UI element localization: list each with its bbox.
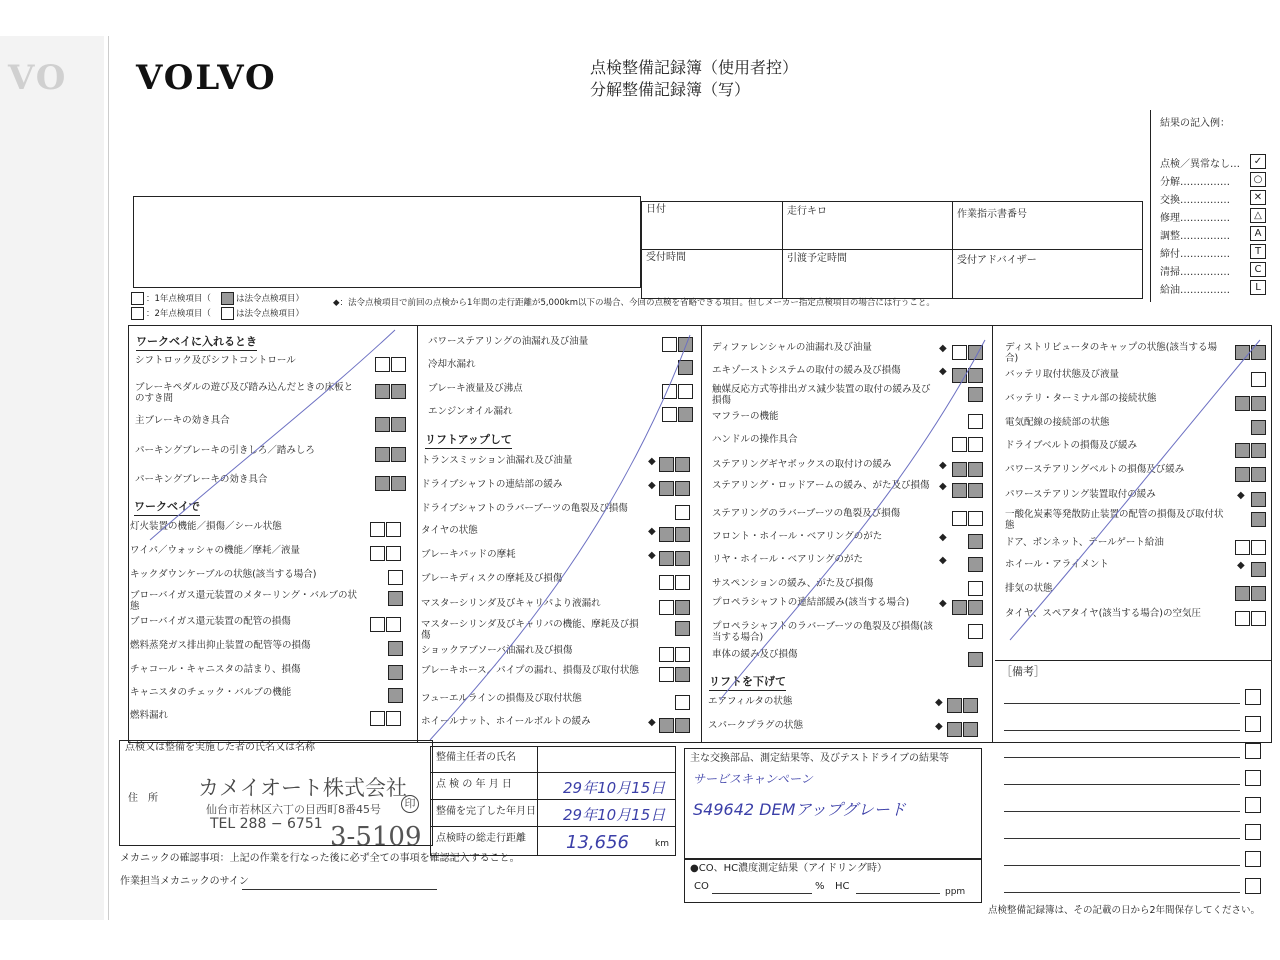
check-item-label: マスターシリンダ及びキャリパの機能、摩耗及び損傷 xyxy=(421,619,639,641)
received-field-label: 受付時間 xyxy=(646,252,686,263)
mechanic-signature-label: 作業担当メカニックのサイン xyxy=(120,876,249,887)
check-item-label: スパークプラグの状態 xyxy=(708,720,804,731)
complete-date-label: 整備を完了した年月日 xyxy=(436,806,536,817)
legend-mark-box: C xyxy=(1250,262,1266,277)
check-item-label: ディストリビュータのキャップの状態(該当する場合) xyxy=(1005,342,1217,364)
legend-mark-box: T xyxy=(1250,244,1266,259)
odometer-value: 13,656 xyxy=(566,832,629,853)
check-item-label: タイヤの状態 xyxy=(421,525,478,536)
check-item-label: キャニスタのチェック・バルブの機能 xyxy=(130,687,292,698)
optional-diamond: ◆ xyxy=(939,555,947,566)
check-item-label: 一酸化炭素等発散防止装置の配管の損傷及び取付状態 xyxy=(1005,509,1224,531)
mechanic-confirmation: メカニックの確認事項：上記の作業を行なった後に必ず全ての事項を確認記入すること。 xyxy=(120,853,520,864)
check-item-label: ドライブベルトの損傷及び緩み xyxy=(1005,440,1138,451)
section-entering-bay: ワークベイに入れるとき xyxy=(136,333,257,351)
seal-mark: 印 xyxy=(401,795,419,813)
check-item-label: ドライブシャフトの連結部の緩み xyxy=(421,479,563,490)
legend-item-label: 調整…………… xyxy=(1160,231,1230,242)
check-item-label: ブレーキディスクの摩耗及び損傷 xyxy=(421,573,563,584)
check-item-label: ステアリングのラバーブーツの亀裂及び損傷 xyxy=(712,508,901,519)
optional-diamond: ◆ xyxy=(648,526,656,537)
title-line2: 分解整備記録簿（写） xyxy=(590,80,751,99)
parts-note-2: S49642 DEMアップグレード xyxy=(693,800,906,819)
optional-diamond: ◆ xyxy=(935,721,943,732)
km-unit: km xyxy=(655,839,669,849)
check-item-label: ブローバイガス還元装置のメターリング・バルブの状態 xyxy=(130,590,358,612)
optional-diamond: ◆ xyxy=(1237,490,1245,501)
delivery-field-label: 引渡予定時間 xyxy=(787,253,847,264)
co-label: CO xyxy=(694,881,709,892)
mileage-field-label: 走行キロ xyxy=(787,206,827,217)
company-address-stamp: 仙台市若林区六丁の目西町8番45号 xyxy=(206,803,381,816)
check-item-label: ブレーキホース／パイプの漏れ、損傷及び取付状態 xyxy=(421,665,639,676)
check-item-label: 冷却水漏れ xyxy=(428,359,476,370)
advisor-field-label: 受付アドバイザー xyxy=(957,255,1037,266)
check-item-label: ステアリング・ロッドアームの緩み、がた及び損傷 xyxy=(712,480,930,491)
check-item-label: ステアリングギヤボックスの取付けの緩み xyxy=(712,459,892,470)
check-item-label: 排気の状態 xyxy=(1005,583,1053,594)
legend-mark-box: ○ xyxy=(1250,172,1266,187)
optional-diamond: ◆ xyxy=(648,717,656,728)
manager-label: 整備主任者の氏名 xyxy=(436,752,516,763)
legend-mark-box: △ xyxy=(1250,208,1266,223)
odometer-label: 点検時の総走行距離 xyxy=(436,833,526,844)
bleed-logo: VO xyxy=(8,58,68,98)
company-stamp: カメイオート株式会社 xyxy=(198,776,407,800)
legend-mark-box: ✓ xyxy=(1250,154,1266,169)
legend-title: 結果の記入例： xyxy=(1160,118,1230,129)
title-line1: 点検整備記録簿（使用者控） xyxy=(590,58,799,77)
section-in-bay: ワークベイで xyxy=(134,498,200,516)
legend-item-label: 給油…………… xyxy=(1160,285,1230,296)
optional-diamond: ◆ xyxy=(939,460,947,471)
key-note: ◆：法令点検項目で前回の点検から1年間の走行距離が5,000km以下の場合、今回の点検を省略できる項目。但しメーカー指定点検項目の場合には行うこと。 xyxy=(333,298,935,308)
check-item-label: ドア、ボンネット、テールゲート給油 xyxy=(1005,537,1164,548)
check-item-label: リヤ・ホイール・ベアリングのがた xyxy=(712,554,864,565)
check-item-label: 灯火装置の機能／損傷／シール状態 xyxy=(130,521,282,532)
key-legal1: は法令点検項目） xyxy=(236,294,305,304)
complete-date-value: 29年10月15日 xyxy=(563,806,666,824)
check-item-label: エンジンオイル漏れ xyxy=(428,406,513,417)
legend-mark-box: A xyxy=(1250,226,1266,241)
check-item-label: マスターシリンダ及びキャリパより液漏れ xyxy=(421,598,601,609)
check-item-label: 燃料漏れ xyxy=(130,710,169,721)
check-item-label: フューエルラインの損傷及び取付状態 xyxy=(421,693,582,704)
check-item-label: ブレーキパッドの摩耗 xyxy=(421,549,516,560)
check-item-label: ドライブシャフトのラバーブーツの亀裂及び損傷 xyxy=(421,503,628,514)
optional-diamond: ◆ xyxy=(1237,560,1245,571)
date-field-label: 日付 xyxy=(646,204,666,215)
check-item-label: シフトロック及びシフトコントロール xyxy=(135,355,296,366)
check-item-label: 主ブレーキの効き具合 xyxy=(135,415,230,426)
inspect-date-label: 点 検 の 年 月 日 xyxy=(436,779,512,790)
inspect-date-value: 29年10月15日 xyxy=(563,779,666,797)
check-item-label: チャコール・キャニスタの詰まり、損傷 xyxy=(130,664,301,675)
key-two-year: ：2年点検項目（ xyxy=(146,309,211,319)
optional-diamond: ◆ xyxy=(648,550,656,561)
legend-item-label: 分解…………… xyxy=(1160,177,1230,188)
check-item-label: 電気配線の接続部の状態 xyxy=(1005,417,1110,428)
optional-diamond: ◆ xyxy=(648,480,656,491)
co-unit: % xyxy=(815,881,825,892)
optional-diamond: ◆ xyxy=(939,532,947,543)
stamp-number: 3-5109 xyxy=(330,822,422,852)
section-lift-up: リフトアップして xyxy=(425,431,512,449)
check-item-label: ホイールナット、ホイールボルトの緩み xyxy=(421,716,591,727)
check-item-label: トランスミッション油漏れ及び油量 xyxy=(421,455,573,466)
legend-mark-box: ✕ xyxy=(1250,190,1266,205)
legend-item-label: 点検／異常なし… xyxy=(1160,159,1240,170)
co-hc-title: ●CO、HC濃度測定結果（アイドリング時） xyxy=(690,863,887,874)
company-tel-stamp: TEL 288 − 6751 xyxy=(210,816,323,832)
section-lift-down: リフトを下げて xyxy=(709,673,786,691)
legend-item-label: 修理…………… xyxy=(1160,213,1230,224)
optional-diamond: ◆ xyxy=(939,343,947,354)
check-item-label: パワーステアリングの油漏れ及び油量 xyxy=(428,336,589,347)
check-item-label: パーキングブレーキの効き具合 xyxy=(135,474,268,485)
check-item-label: エアフィルタの状態 xyxy=(708,696,793,707)
volvo-logo: VOLVO xyxy=(136,58,277,98)
remarks-label: ［備考］ xyxy=(1001,665,1045,678)
check-item-label: パーキングブレーキの引きしろ／踏みしろ xyxy=(135,445,315,456)
optional-diamond: ◆ xyxy=(939,598,947,609)
hc-unit: ppm xyxy=(945,887,966,897)
check-item-label: バッテリ・ターミナル部の接続状態 xyxy=(1005,393,1157,404)
legend-mark-box: L xyxy=(1250,280,1266,295)
check-item-label: ワイパ／ウォッシャの機能／摩耗／液量 xyxy=(130,545,300,556)
mechanic-signature-line xyxy=(242,889,437,890)
check-item-label: タイヤ、スペアタイヤ(該当する場合)の空気圧 xyxy=(1005,608,1201,619)
key-legal2: は法令点検項目） xyxy=(236,309,305,319)
check-item-label: サスペンションの緩み、がた及び損傷 xyxy=(712,578,874,589)
hc-label: HC xyxy=(835,881,850,892)
check-item-label: プロペラシャフトのラバーブーツの亀裂及び損傷(該当する場合) xyxy=(712,621,933,643)
legend-item-label: 交換…………… xyxy=(1160,195,1230,206)
check-item-label: 燃料蒸発ガス排出抑止装置の配管等の損傷 xyxy=(130,640,311,651)
legend-item-label: 締付…………… xyxy=(1160,249,1230,260)
check-item-label: マフラーの機能 xyxy=(712,411,779,422)
parts-note-1: サービスキャンペーン xyxy=(693,772,813,786)
check-item-label: パワーステアリング装置取付の緩み xyxy=(1005,489,1156,500)
check-item-label: ディファレンシャルの油漏れ及び油量 xyxy=(712,342,872,353)
check-item-label: ハンドルの操作具合 xyxy=(712,434,798,445)
check-item-label: ブレーキ液量及び沸点 xyxy=(428,383,523,394)
check-item-label: ブレーキペダルの遊び及び踏み込んだときの床板とのすき間 xyxy=(135,382,354,404)
check-item-label: キックダウンケーブルの状態(該当する場合) xyxy=(130,569,317,580)
check-item-label: プロペラシャフトの連結部緩み(該当する場合) xyxy=(712,597,910,608)
check-item-label: 触媒反応方式等排出ガス減少装置の取付の緩み及び損傷 xyxy=(712,384,931,406)
check-item-label: ショックアブソーバ油漏れ及び損傷 xyxy=(421,645,573,656)
check-item-label: ブローバイガス還元装置の配管の損傷 xyxy=(130,616,291,627)
retention-note: 点検整備記録簿は、その記載の日から2年間保存してください。 xyxy=(988,905,1261,916)
parts-label: 主な交換部品、測定結果等、及びテストドライブの結果等 xyxy=(690,753,949,764)
check-item-label: ホイール・アライメント xyxy=(1005,559,1109,570)
optional-diamond: ◆ xyxy=(648,456,656,467)
optional-diamond: ◆ xyxy=(935,697,943,708)
check-item-label: パワーステアリングベルトの損傷及び緩み xyxy=(1005,464,1185,475)
check-item-label: エキゾーストシステムの取付の緩み及び損傷 xyxy=(712,365,901,376)
order-no-field-label: 作業指示書番号 xyxy=(957,209,1027,220)
inspector-label: 点検又は整備を実施した者の氏名又は名称 xyxy=(125,742,315,753)
key-one-year: ：1年点検項目（ xyxy=(146,294,211,304)
check-item-label: 車体の緩み及び損傷 xyxy=(712,649,798,660)
check-item-label: フロント・ホイール・ベアリングのがた xyxy=(712,531,883,542)
check-item-label: バッテリ取付状態及び液量 xyxy=(1005,369,1120,380)
address-label: 住 所 xyxy=(128,793,158,804)
optional-diamond: ◆ xyxy=(939,481,947,492)
legend-item-label: 清掃…………… xyxy=(1160,267,1230,278)
optional-diamond: ◆ xyxy=(939,366,947,377)
